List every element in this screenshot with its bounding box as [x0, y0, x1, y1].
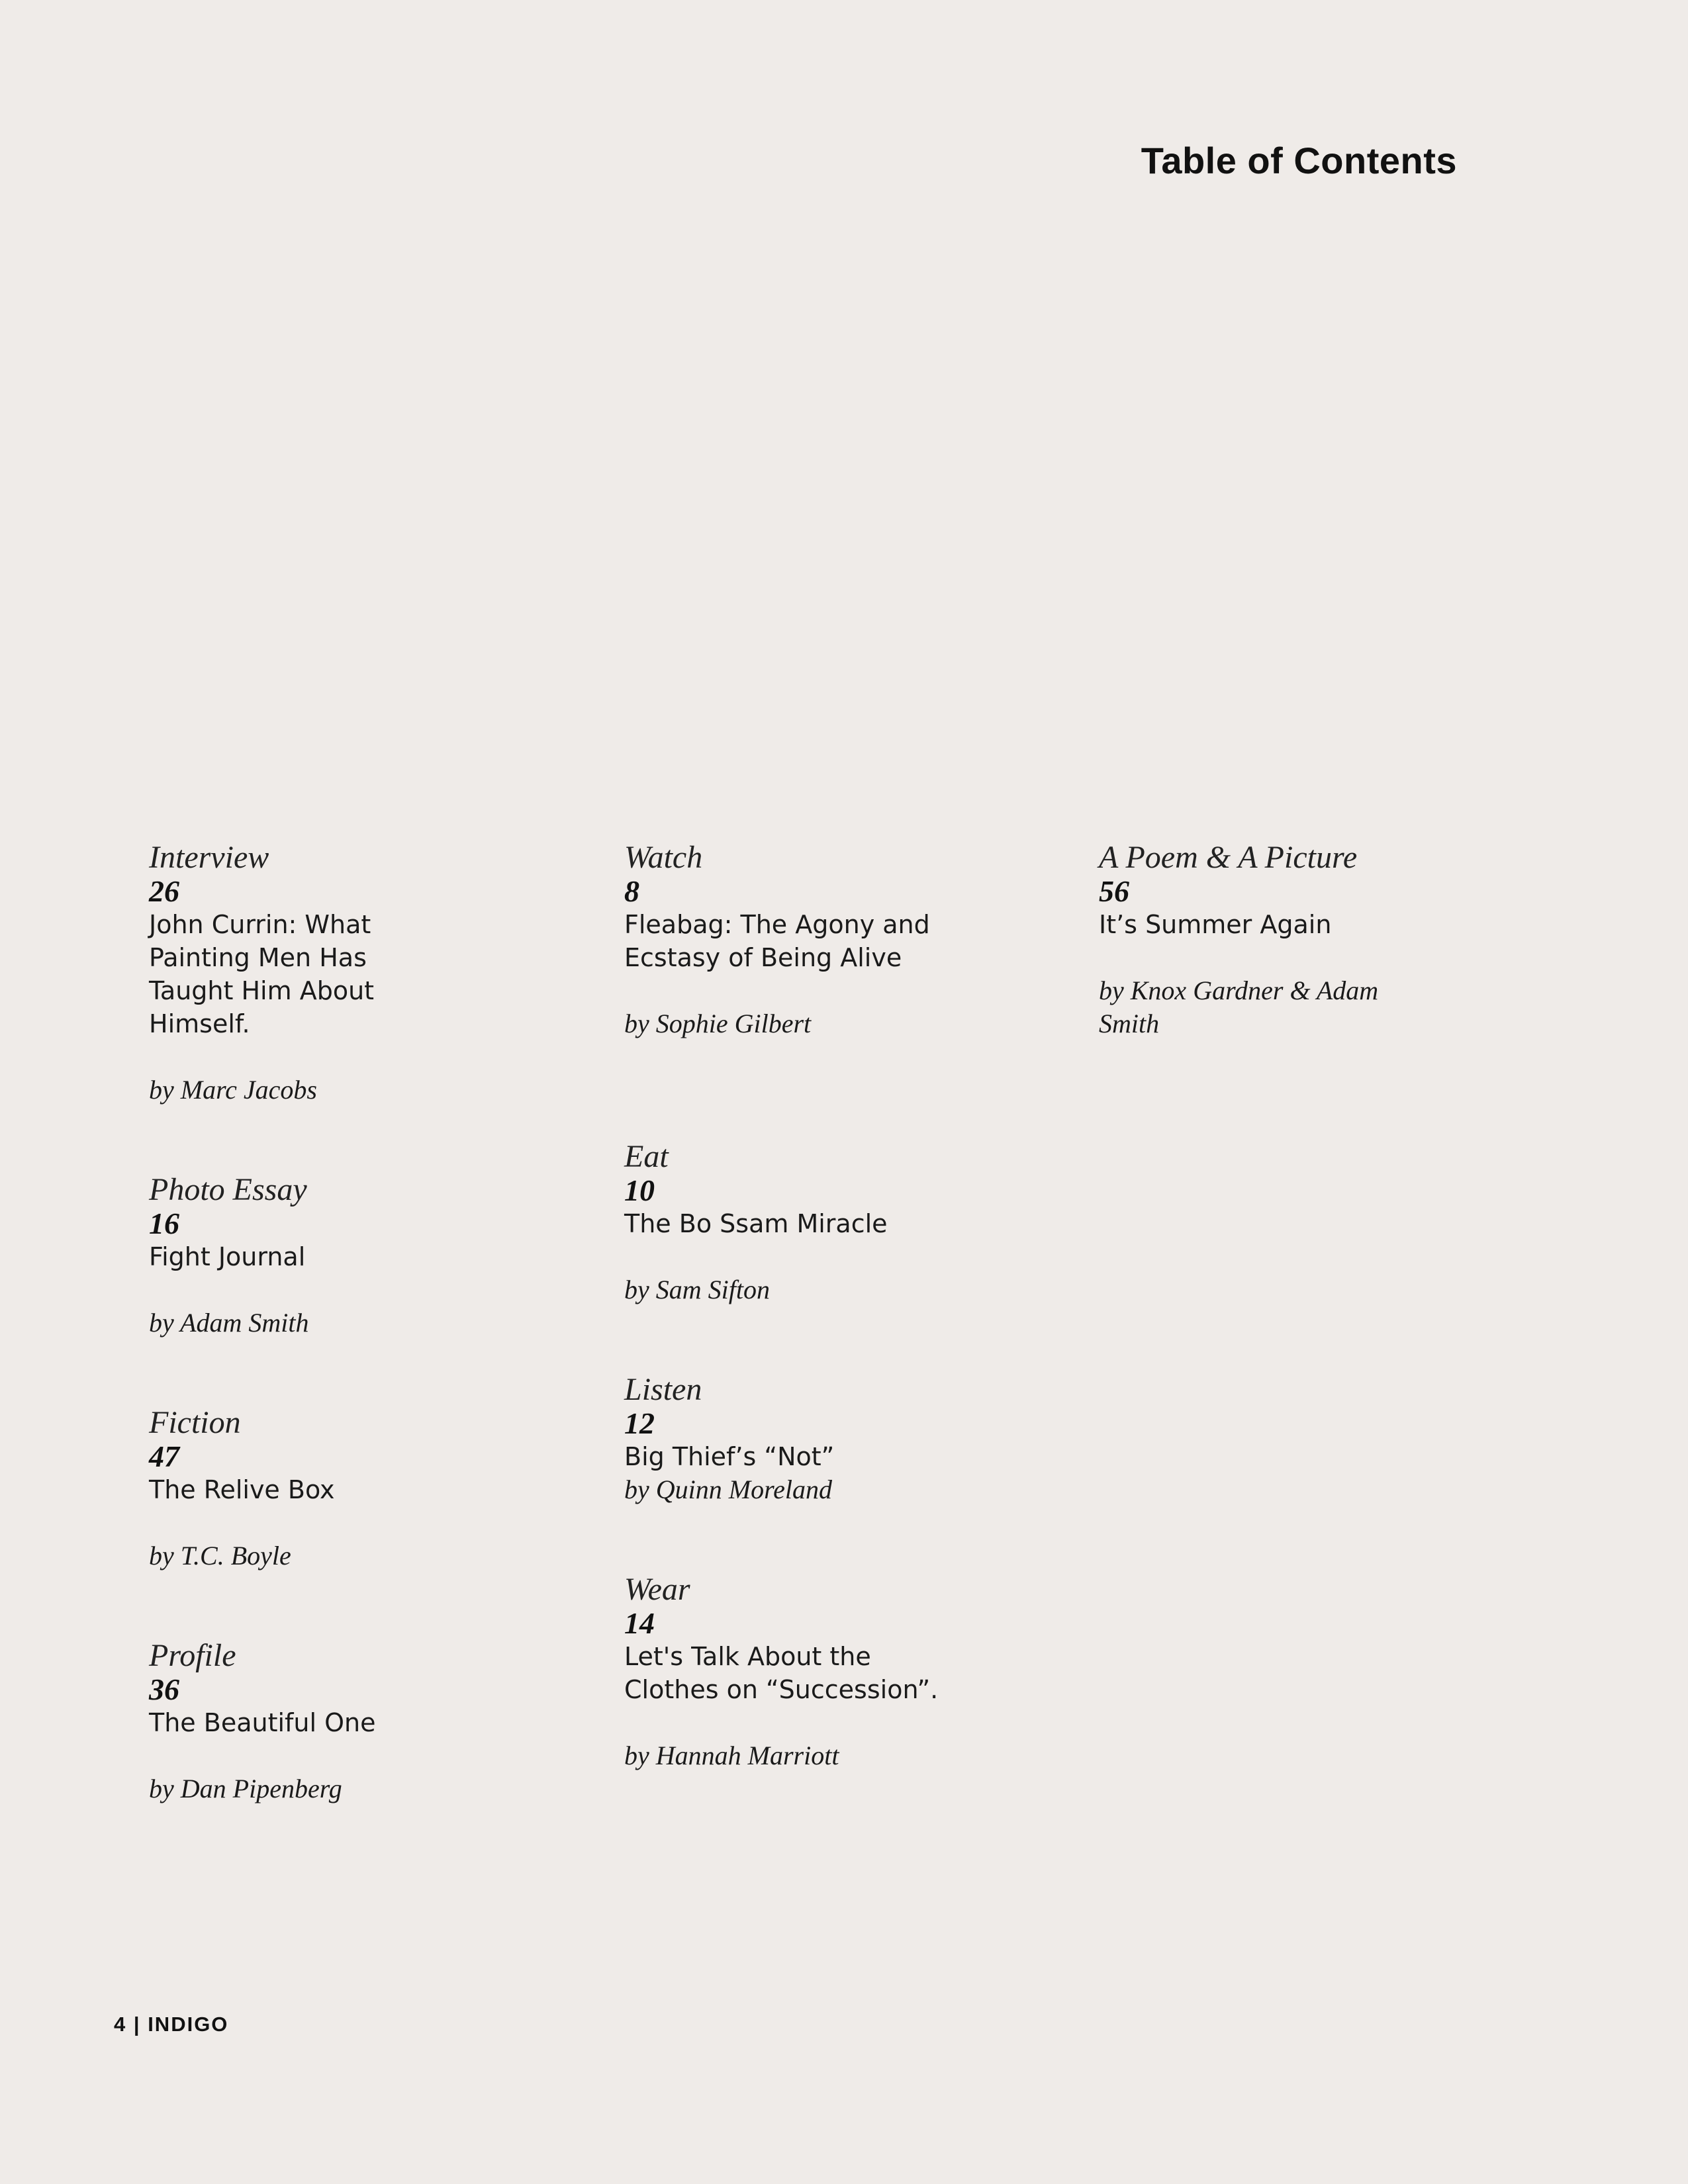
- toc-entry-photo-essay[interactable]: [149, 1173, 520, 1340]
- toc-entry-profile[interactable]: [149, 1639, 520, 1805]
- entry-title: The Relive Box: [149, 1475, 335, 1504]
- entry-section: Profile: [149, 1638, 236, 1673]
- entry-title: It’s Summer Again: [1099, 910, 1332, 939]
- toc-entry-interview[interactable]: [149, 841, 520, 1107]
- entry-section: Fiction: [149, 1405, 241, 1440]
- entry-author: by Adam Smith: [149, 1308, 309, 1338]
- toc-entry-fiction[interactable]: [149, 1406, 520, 1572]
- entry-title: The Bo Ssam Miracle: [624, 1209, 888, 1238]
- entry-author: by Quinn Moreland: [624, 1475, 833, 1504]
- entry-title: The Beautiful One: [149, 1708, 376, 1737]
- entry-page-number: 56: [1099, 874, 1129, 908]
- footer-magazine-name: INDIGO: [148, 2013, 229, 2036]
- toc-entry-eat[interactable]: [624, 1140, 995, 1306]
- toc-entry-listen[interactable]: [624, 1373, 995, 1506]
- entry-section: Eat: [624, 1139, 669, 1174]
- entry-page-number: 8: [624, 874, 639, 908]
- entry-title: Big Thief’s “Not”: [624, 1442, 835, 1471]
- entry-author: by Hannah Marriott: [624, 1741, 839, 1770]
- entry-author: by T.C. Boyle: [149, 1541, 291, 1570]
- entry-author: by Marc Jacobs: [149, 1075, 317, 1105]
- entry-section: Interview: [149, 840, 269, 875]
- toc-entry-poem-picture[interactable]: [1099, 841, 1470, 1040]
- entry-title: John Currin: What Painting Men Has Taught Him About Himself.: [149, 910, 375, 1038]
- page-title: Table of Contents: [1141, 140, 1457, 181]
- footer-separator: |: [133, 2013, 141, 2036]
- entry-title: Fleabag: The Agony and Ecstasy of Being Alive: [624, 910, 930, 972]
- entry-page-number: 10: [624, 1173, 655, 1207]
- entry-page-number: 26: [149, 874, 179, 908]
- entry-author: by Sophie Gilbert: [624, 1009, 812, 1038]
- footer-page-number: 4: [114, 2013, 127, 2036]
- entry-title: Let's Talk About the Clothes on “Succession”.: [624, 1642, 939, 1704]
- toc-column-3: [1099, 841, 1470, 1107]
- toc-entry-watch[interactable]: [624, 841, 995, 1040]
- entry-page-number: 14: [624, 1606, 655, 1640]
- entry-page-number: 12: [624, 1406, 655, 1440]
- entry-page-number: 16: [149, 1206, 179, 1240]
- entry-page-number: 36: [149, 1672, 179, 1706]
- entry-author: by Sam Sifton: [624, 1275, 770, 1304]
- entry-author: by Dan Pipenberg: [149, 1774, 342, 1803]
- page-footer: [114, 2013, 228, 2036]
- toc-column-2: [624, 841, 995, 1839]
- entry-author: by Knox Gardner & Adam Smith: [1099, 976, 1379, 1038]
- entry-section: Watch: [624, 840, 703, 875]
- entry-section: A Poem & A Picture: [1099, 840, 1358, 875]
- entry-section: Listen: [624, 1372, 702, 1407]
- entry-section: Wear: [624, 1572, 690, 1607]
- toc-entry-wear[interactable]: [624, 1572, 995, 1772]
- toc-column-1: [149, 841, 520, 1872]
- entry-page-number: 47: [149, 1439, 179, 1473]
- entry-title: Fight Journal: [149, 1242, 306, 1271]
- entry-section: Photo Essay: [149, 1172, 307, 1207]
